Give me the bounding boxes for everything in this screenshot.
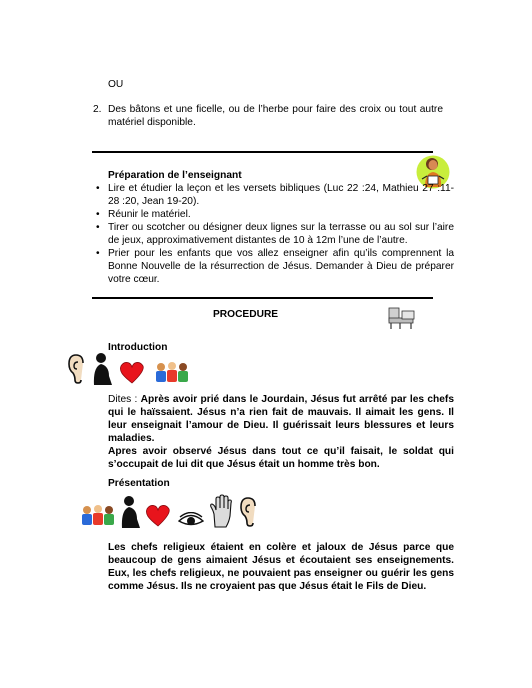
list-item: • Prier pour les enfants que vos allez enseigner afin qu’ils comprennent la Bonne Nouvelle de la résurrection de Jésus. Demander à Dieu de préparer votre cœur. bbox=[93, 247, 454, 286]
list-number: 2. bbox=[93, 104, 102, 115]
introduction-text: Après avoir prié dans le Jourdain, Jésus fut arrêté par les chefs qui le haïssaient. Jésus n’a rien fait de mauvais. Il aimait les gens. Il leur enseignait l’amour de Dieu. Il guérissait leurs blessures et leurs maladies. bbox=[108, 394, 454, 444]
preparation-title: Préparation de l’enseignant bbox=[108, 170, 242, 181]
hand-icon bbox=[209, 494, 233, 528]
ear-icon bbox=[238, 496, 260, 528]
divider bbox=[92, 151, 433, 153]
ou-text: OU bbox=[108, 79, 124, 90]
list-item: • Lire et étudier la leçon et les versets bibliques (Luc 22 :24, Mathieu 27 :11-28 :20, Jean 19-20). bbox=[93, 182, 454, 208]
children-group-icon bbox=[80, 504, 116, 528]
ear-icon bbox=[66, 353, 88, 385]
presentation-title: Présentation bbox=[108, 478, 170, 489]
list-item: • Réunir le matériel. bbox=[93, 208, 454, 221]
introduction-paragraph bbox=[108, 393, 454, 471]
materials-item-text: Des bâtons et une ficelle, ou de l’herbe pour faire des croix ou tout autre matériel disponible. bbox=[108, 104, 443, 128]
introduction-icon-row bbox=[66, 352, 190, 385]
introduction-title: Introduction bbox=[108, 342, 168, 353]
eye-icon bbox=[178, 512, 204, 528]
introduction-text-2: Apres avoir observé Jésus dans tout ce qu’il faisait, le soldat qui s’occupait de lui dit que Jésus était un homme très bon. bbox=[108, 446, 454, 470]
list-item: • Tirer ou scotcher ou désigner deux lignes sur la terrasse ou au sol sur l’aire de jeux, approximativement distantes de 10 à 12m l’une de l’autre. bbox=[93, 221, 454, 247]
dites-prefix: Dites : bbox=[108, 394, 141, 405]
presentation-paragraph: Les chefs religieux étaient en colère et jaloux de Jésus parce que beaucoup de gens aimaient Jésus et écoutaient ses enseignements. Eux, les chefs religieux, ne pouvaient pas enseigner ou guérir les gens comme Jésus. Ils ne croyaient pas que Jésus était le Fils de Dieu. bbox=[108, 542, 454, 592]
praying-child-icon bbox=[89, 352, 113, 385]
children-group-icon bbox=[154, 361, 190, 385]
divider bbox=[92, 297, 433, 299]
presentation-icon-row bbox=[80, 494, 260, 528]
praying-child-icon bbox=[117, 495, 141, 528]
heart-icon bbox=[119, 361, 145, 385]
procedure-title: PROCEDURE bbox=[213, 309, 279, 320]
materials-item-2 bbox=[93, 103, 443, 129]
chair-desk-icon bbox=[386, 305, 418, 331]
preparation-list bbox=[93, 182, 454, 286]
heart-icon bbox=[145, 504, 171, 528]
